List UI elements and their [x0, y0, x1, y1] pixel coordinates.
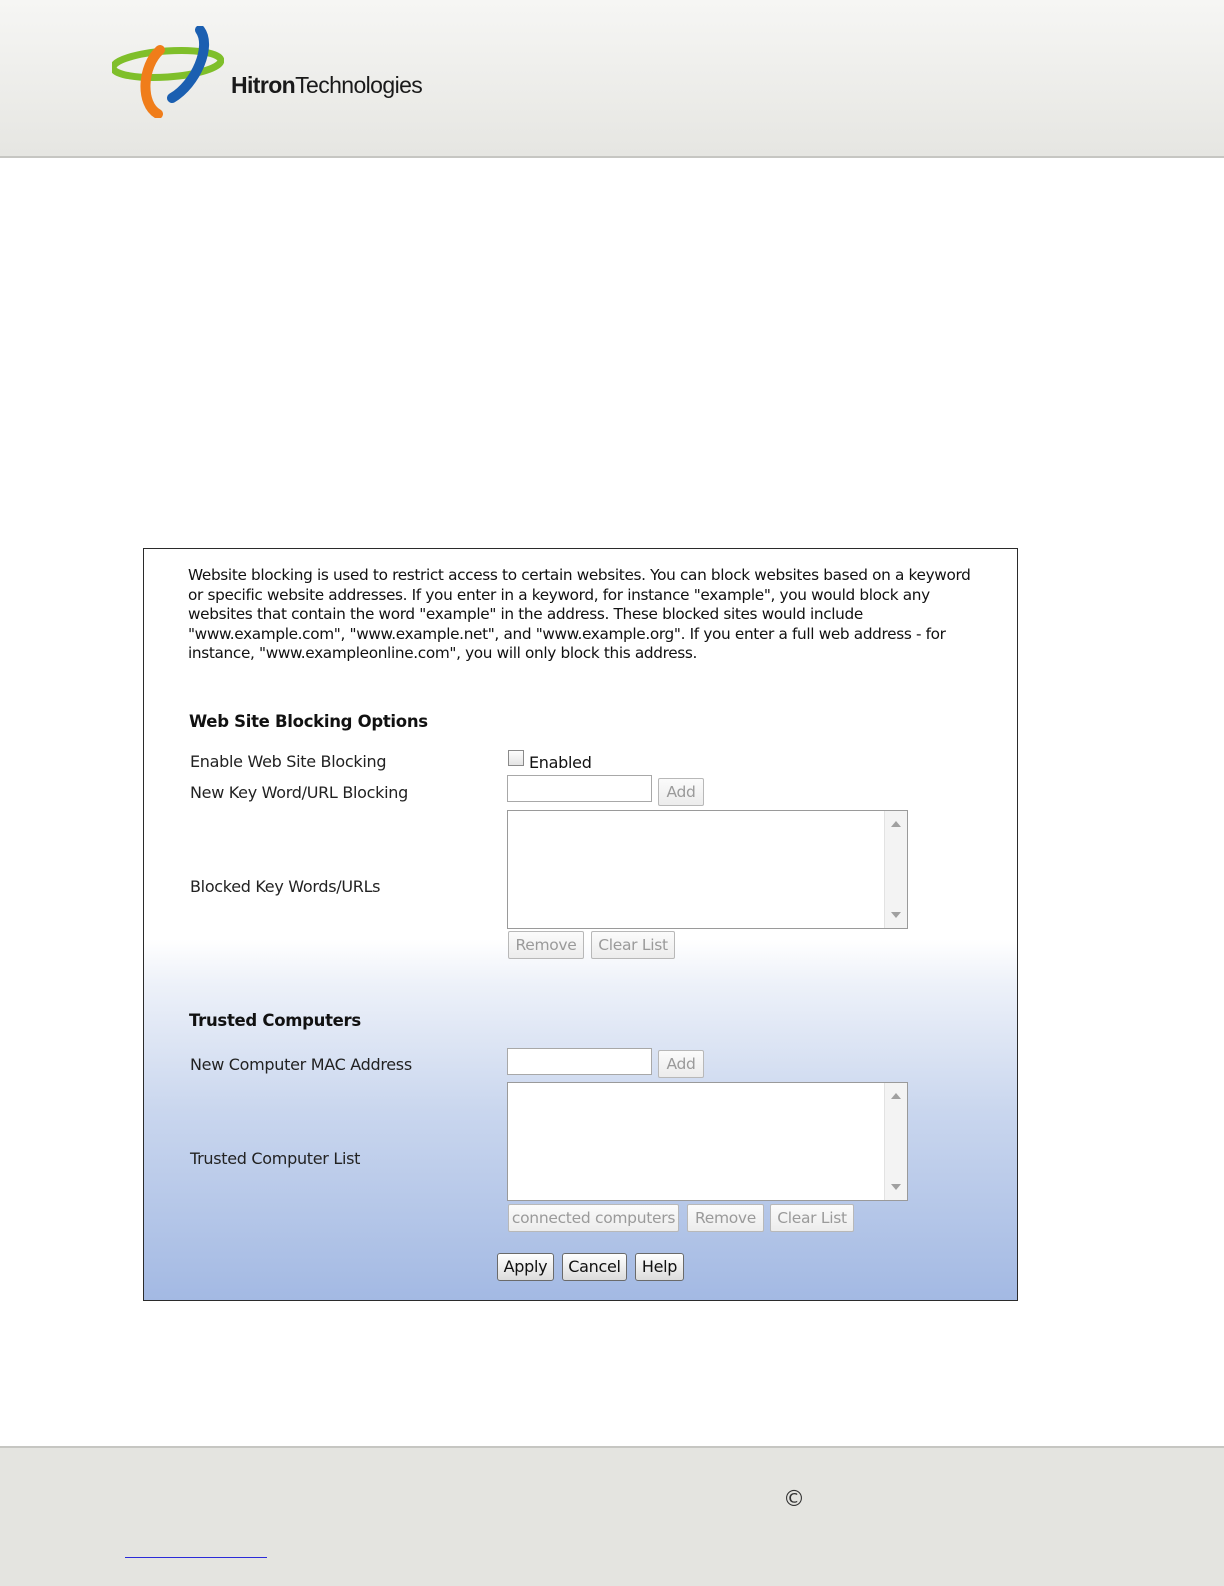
scroll-down-icon[interactable]	[891, 912, 901, 918]
enable-blocking-checkbox[interactable]	[508, 750, 524, 766]
blocked-list-label: Blocked Key Words/URLs	[190, 877, 381, 896]
trusted-computer-list[interactable]	[507, 1082, 908, 1201]
apply-button[interactable]: Apply	[497, 1253, 554, 1281]
hitron-logo-icon	[112, 26, 224, 118]
new-keyword-input[interactable]	[507, 775, 652, 802]
new-mac-label: New Computer MAC Address	[190, 1055, 412, 1074]
new-mac-input[interactable]	[507, 1048, 652, 1075]
page-footer	[0, 1446, 1224, 1586]
enabled-checkbox-label[interactable]: Enabled	[529, 753, 592, 772]
new-keyword-label: New Key Word/URL Blocking	[190, 783, 408, 802]
footer-link[interactable]	[125, 1557, 267, 1558]
clear-keyword-list-button[interactable]: Clear List	[591, 931, 675, 959]
copyright-icon: ©	[783, 1487, 805, 1512]
page-header	[0, 0, 1224, 158]
scroll-down-icon[interactable]	[891, 1184, 901, 1190]
help-button[interactable]: Help	[635, 1253, 684, 1281]
remove-mac-button[interactable]: Remove	[687, 1204, 764, 1232]
trusted-list-scrollbar[interactable]	[884, 1083, 907, 1200]
enable-blocking-label: Enable Web Site Blocking	[190, 752, 387, 771]
trusted-computers-title: Trusted Computers	[189, 1011, 361, 1030]
trusted-list-label: Trusted Computer List	[190, 1149, 361, 1168]
clear-mac-list-button[interactable]: Clear List	[770, 1204, 854, 1232]
remove-keyword-button[interactable]: Remove	[508, 931, 584, 959]
scroll-up-icon[interactable]	[891, 821, 901, 827]
add-mac-button[interactable]: Add	[658, 1050, 704, 1078]
cancel-button[interactable]: Cancel	[562, 1253, 627, 1281]
add-keyword-button[interactable]: Add	[658, 778, 704, 806]
blocked-list-scrollbar[interactable]	[884, 811, 907, 928]
blocked-keywords-list[interactable]	[507, 810, 908, 929]
website-blocking-panel	[143, 548, 1018, 1301]
web-site-blocking-title: Web Site Blocking Options	[189, 712, 428, 731]
scroll-up-icon[interactable]	[891, 1093, 901, 1099]
connected-computers-button[interactable]: connected computers	[508, 1204, 679, 1232]
brand-name: HitronTechnologies	[231, 72, 423, 98]
intro-text: Website blocking is used to restrict access to certain websites. You can block websites based on a keyword or specific website addresses. If you enter in a keyword, for instance "example", you would block any websites that contain the word "example" in the address. These blocked sites would include "www.example.com", "www.example.net", and "www.example.org". If you enter a full web address - for instance, "www.exampleonline.com", you will only block this address.	[188, 566, 971, 662]
